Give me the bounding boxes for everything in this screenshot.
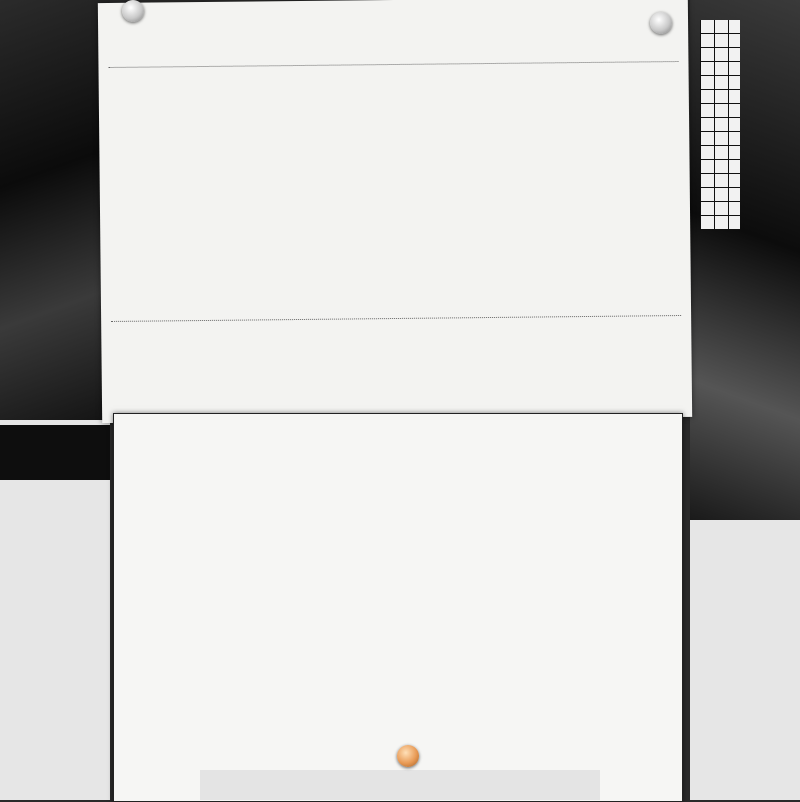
divider: [108, 61, 678, 68]
photo-dark-left: [0, 0, 110, 430]
note-line: [119, 324, 579, 329]
note-line: [119, 324, 579, 329]
push-pin-icon: [122, 0, 144, 22]
newspaper-bottom: [200, 770, 600, 800]
phoneme-chart: [113, 413, 683, 802]
divider: [111, 315, 681, 322]
push-pin-icon: [650, 12, 672, 34]
newspaper-left: [0, 0, 110, 800]
pronunciation-note: [119, 324, 579, 329]
phonetic-symbols-sheet: [98, 0, 692, 423]
black-band-left: [0, 425, 110, 480]
newspaper-text-right: [690, 520, 800, 800]
crossword-grid: [700, 20, 740, 230]
push-pin-icon: [397, 745, 419, 767]
